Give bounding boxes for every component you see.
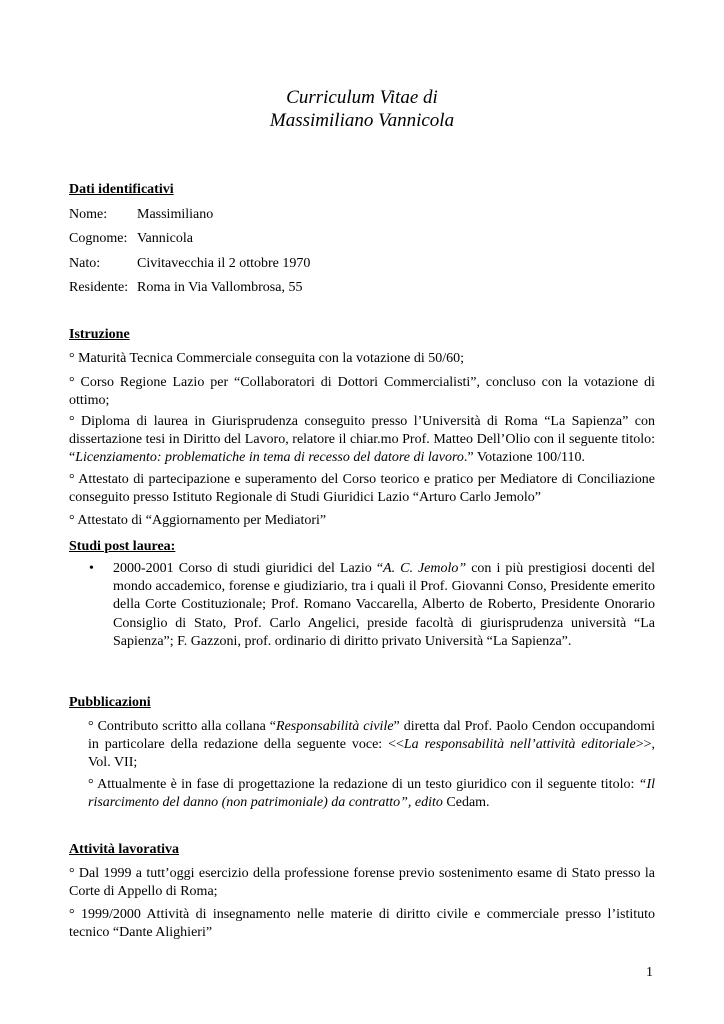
field-value: Civitavecchia il 2 ottobre 1970 bbox=[137, 256, 311, 271]
text-run: 2000-2001 Corso di studi giuridici del Lazio “ bbox=[113, 561, 384, 576]
course-name: A. C. Jemolo” bbox=[383, 561, 467, 576]
book-title: “Il risarcimento del danno (non patrimoniale) da contratto”, edito bbox=[88, 777, 655, 810]
istruzione-item-2: ° Corso Regione Lazio per “Collaboratori di Dottori Commercialisti”, concluso con la votazione di ottimo; bbox=[69, 375, 655, 408]
studi-item bbox=[113, 560, 655, 651]
field-row-cognome bbox=[69, 230, 193, 248]
field-value: Vannicola bbox=[137, 231, 193, 246]
thesis-title: Licenziamento: problematiche in tema di recesso del datore di lavoro bbox=[75, 450, 464, 465]
field-value: Roma in Via Vallombrosa, 55 bbox=[137, 280, 303, 295]
entry-title: La responsabilità nell’attività editoriale bbox=[403, 737, 636, 752]
page-number: 1 bbox=[646, 965, 653, 980]
section-heading-studi: Studi post laurea: bbox=[69, 539, 176, 554]
field-label: Residente: bbox=[69, 280, 129, 295]
pubblicazioni-item-2 bbox=[88, 776, 655, 812]
field-label: Nome: bbox=[69, 207, 108, 222]
section-heading-istruzione: Istruzione bbox=[69, 327, 130, 342]
section-heading-pubblicazioni: Pubblicazioni bbox=[69, 695, 151, 710]
section-heading-attivita: Attività lavorativa bbox=[69, 842, 180, 857]
section-heading-dati: Dati identificativi bbox=[69, 182, 174, 197]
text-run: con i più prestigiosi docenti del mondo accademico, forense e giudiziario, tra i quali il Prof. Giovanni Conso, Presidente emerito della Corte Costituzionale; Prof. Romano Vaccarella, Alberto de Roberto, Presidente Onorario Consiglio di Stato, Prof. Carlo Angelici, preside facoltà di giurisprudenza università “La Sapienza”; F. Gazzoni, prof. ordinario di diritto privato Università “La Sapienza”. bbox=[113, 561, 655, 649]
istruzione-item-4: ° Attestato di partecipazione e superamento del Corso teorico e pratico per Mediatore di Conciliazione conseguito presso Istituto Regionale di Studi Giuridici Lazio “Arturo Carlo Jemolo” bbox=[69, 472, 655, 505]
text-run: Cedam. bbox=[442, 795, 490, 810]
istruzione-item-3 bbox=[69, 413, 655, 467]
document-title-line1: Curriculum Vitae di bbox=[286, 87, 438, 108]
field-value: Massimiliano bbox=[137, 207, 214, 222]
field-label: Cognome: bbox=[69, 231, 128, 246]
bullet-icon: • bbox=[89, 561, 94, 576]
pubblicazioni-item-1 bbox=[88, 718, 655, 772]
series-name: Responsabilità civile bbox=[276, 719, 394, 734]
document-title-line2: Massimiliano Vannicola bbox=[269, 110, 455, 131]
istruzione-item-5: ° Attestato di “Aggiornamento per Mediatori” bbox=[69, 513, 327, 528]
text-run: ° Diploma di laurea in Giurisprudenza conseguito presso l’Università di Roma “La Sapienza” con dissertazione tesi in Diritto del Lavoro, relatore il chiar.mo Prof. Matteo Dell’Olio con il seguente titolo: “ bbox=[69, 414, 655, 465]
attivita-item-2: ° 1999/2000 Attività di insegnamento nelle materie di diritto civile e commerciale presso l’istituto tecnico “Dante Alighieri” bbox=[69, 907, 655, 940]
text-run: ° Attualmente è in fase di progettazione la redazione di un testo giuridico con il seguente titolo: bbox=[88, 777, 639, 792]
text-run: .” Votazione 100/110. bbox=[463, 450, 585, 465]
text-run: >>, Vol. VII; bbox=[88, 737, 655, 770]
field-row-nato bbox=[69, 255, 310, 273]
attivita-item-1: ° Dal 1999 a tutt’oggi esercizio della professione forense previo sostenimento esame di Stato presso la Corte di Appello di Roma; bbox=[69, 866, 655, 899]
text-run: ” diretta dal Prof. Paolo Cendon occupandomi in particolare della redazione della seguente voce: << bbox=[88, 719, 655, 752]
field-row-residente bbox=[69, 279, 302, 297]
text-run: ° Contributo scritto alla collana “ bbox=[88, 719, 277, 734]
istruzione-item-1: ° Maturità Tecnica Commerciale conseguita con la votazione di 50/60; bbox=[69, 351, 465, 366]
field-row-nome bbox=[69, 206, 213, 224]
field-label: Nato: bbox=[69, 256, 101, 271]
